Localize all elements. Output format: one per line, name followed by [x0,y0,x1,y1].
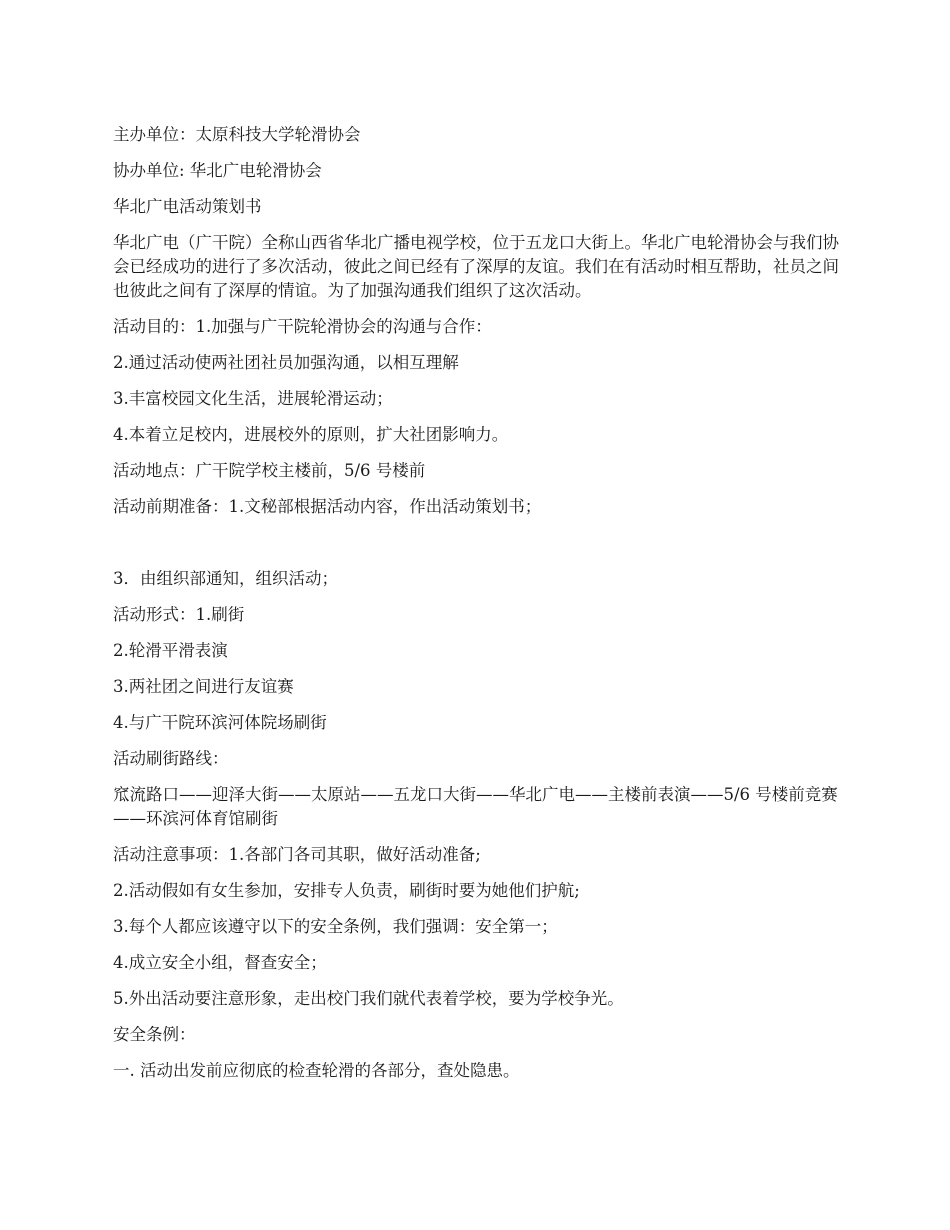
preparation-item-1: 活动前期准备：1.文秘部根据活动内容，作出活动策划书； [113,497,542,516]
preparation-item-3: 3．由组织部通知，组织活动； [113,569,338,588]
co-organizer-line: 协办单位: 华北广电轮滑协会 [113,161,322,180]
document-body [113,123,843,1095]
location-line: 活动地点：广干院学校主楼前，5/6 号楼前 [113,461,426,480]
notice-item-2: 2.活动假如有女生参加，安排专人负责，刷街时要为她他们护航; [113,881,580,900]
notice-item-1: 活动注意事项：1.各部门各司其职，做好活动准备; [113,845,481,864]
purpose-item-1: 活动目的：1.加强与广干院轮滑协会的沟通与合作： [113,317,492,336]
notice-item-3: 3.每个人都应该遵守以下的安全条例，我们强调：安全第一； [113,917,558,936]
purpose-item-3: 3.丰富校园文化生活，进展轮滑运动； [113,389,393,408]
route-heading: 活动刷街路线： [113,749,229,768]
form-item-2: 2.轮滑平滑表演 [113,641,228,660]
form-item-1: 活动形式：1.刷街 [113,605,245,624]
organizer-line: 主办单位：太原科技大学轮滑协会 [113,125,361,144]
plan-title: 华北广电活动策划书 [113,197,262,216]
safety-heading: 安全条例： [113,1025,196,1044]
form-item-4: 4.与广干院环滨河体院场刷街 [113,713,327,732]
route-description: 窊流路口——迎泽大街——太原站——五龙口大街——华北广电——主楼前表演——5/6 号楼前竞赛——环滨河体育馆刷街 [113,785,838,828]
safety-rule-1: 一. 活动出发前应彻底的检查轮滑的各部分，查处隐患。 [113,1061,520,1080]
notice-item-4: 4.成立安全小组，督查安全； [113,953,327,972]
form-item-3: 3.两社团之间进行友谊赛 [113,677,294,696]
intro-paragraph: 华北广电（广干院）全称山西省华北广播电视学校，位于五龙口大街上。华北广电轮滑协会与我们协会已经成功的进行了多次活动，彼此之间已经有了深厚的友谊。我们在有活动时相互帮助，社员之间也彼此之间有了深厚的情谊。为了加强沟通我们组织了这次活动。 [113,233,839,300]
blank-gap [113,531,843,567]
notice-item-5: 5.外出活动要注意形象，走出校门我们就代表着学校，要为学校争光。 [113,989,624,1008]
purpose-item-2: 2.通过活动使两社团社员加强沟通，以相互理解 [113,353,459,372]
purpose-item-4: 4.本着立足校内，进展校外的原则，扩大社团影响力。 [113,425,509,444]
